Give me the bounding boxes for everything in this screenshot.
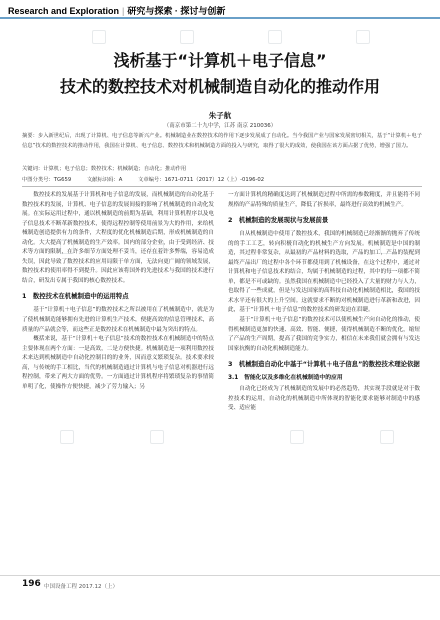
document-code: 文献标识码：A bbox=[86, 177, 123, 183]
left-column bbox=[22, 191, 214, 392]
abstract-divider bbox=[22, 186, 422, 187]
footer-journal-info: 中国设备工程 2017.12（上） bbox=[44, 584, 118, 590]
journal-section-header bbox=[8, 4, 225, 17]
watermark-icon bbox=[180, 30, 194, 44]
article-title-line2: 技术的数控技术对机械制造自动化的推动作用 bbox=[59, 77, 380, 96]
section3-1-paragraph: 自动化已经成为了机械制造的发展中的必然趋势，其实现手段就是对于数控技术的运用，自动化的机械制造中所体现的智能化要求能够对制造中的感受、适应能 bbox=[228, 386, 420, 412]
watermark-icon bbox=[268, 30, 282, 44]
right-column bbox=[228, 191, 420, 414]
watermark-icon bbox=[356, 30, 370, 44]
section3-heading: 3 机械制造自动化中基于“计算机＋电子信息”的数控技术理论依据 bbox=[228, 360, 420, 369]
watermark-icon bbox=[60, 430, 74, 444]
keywords: 关键词：计算机；电子信息；数控技术；机械制造；自动化；推动作用 bbox=[22, 166, 187, 172]
classification-row bbox=[22, 175, 422, 183]
intro-paragraph: 数控技术的发展基于计算机和电子信息的发展，而机械制造的自动化基于数控技术的发展，计算机、电子信息的发展间接的影响了机械制造的自动化发展。在实际运用过程中，通以机械制造的前期为基础，利用计算机程序以及电子信息技术不断革新数控技术，使得远程控制等使用前景为大的作用，来给机械制造创造提供有力的条件，大程度的优化机械制造后期，形成机械制造的自动化。大大提高了机械制造的生产效率。国内的部分企业，由于受到经济、技术等方面的限制，在许多细节方面处理不妥当，还存在着许多弊端，容易造成失误，因此导致了数控技术的应用局限于单方面，无法向更广阔的领域发展，数控技术的使用率得不到提升。因此应该将国外的先进技术与我国的技术进行结合，研发出专属于我国的核心数控技术。 bbox=[22, 192, 214, 284]
watermark-icon bbox=[380, 430, 394, 444]
header-chinese: 研究与探索 · 探讨与创新 bbox=[127, 6, 226, 16]
watermark-icon bbox=[60, 240, 74, 254]
watermark-icon bbox=[380, 240, 394, 254]
header-separator: | bbox=[122, 6, 125, 16]
abstract: 摘要：步入新世纪后，出现了计算机、电子信息等新兴产业。机械制造业在数控技术的作用下逐步发展成了自动化。当今我国产业与国家发展密切相关，基于“计算机＋电子信息”技术的数控技术的推动作用，我国在计算机、电子信息、数控技术和机械制造方面的投入与研究，取得了很大的成效，使我国在该方面占据了优势，增强了国力。 bbox=[22, 133, 423, 149]
section2-heading: 2 机械制造的发展现状与发展前景 bbox=[228, 216, 329, 225]
header-rule bbox=[0, 17, 440, 19]
continued-paragraph: 一方面计算机的精确度达到了机械制造过程中所需的参数精度，并且能将不同规格的产品特殊的质量生产，降低了折损率，最终进行高效的机械生产。 bbox=[228, 192, 420, 208]
article-title-line1: 浅析基于“计算机＋电子信息” bbox=[113, 51, 327, 70]
author-affiliation: （南京市第二十九中学，江苏 南京 210036） bbox=[163, 123, 277, 129]
section1-paragraph2: 概括来说，基于“计算机＋电子信息”技术的数控技术在机械制造中的特点主要体现在两个方面：一是高效，二是方便快捷。机械制造是一项利用数控技术来达到机械制造中自动化控制目的的业务，因而意义繁琐复杂。技术要求较高，与传统的手工相比，当代的机械制造通过计算机与电子信息对机器进行远程控制，带来了两大方面的优势。一方面通过计算机程序将繁琐复杂的事情简单明了化，使操作方便快捷，减少了劳力输入；另 bbox=[22, 336, 214, 390]
section2-paragraph: 自从机械制造中使用了数控技术，我国的机械制造已经渐渐的抛弃了传统的的手工工艺，转向积极自动化的机械生产方向发展。机械制造是中国的制造，其过程非常复杂，从最初的产品材料的选取，产品的加工，产品的装配到最终产品出厂的过程中各个环节都使用到了机械设备，在这个过程中，通过对计算机和电子信息技术的结合，均属于机械制造的过程，其中的每一项都不简单，都是不可或缺的。虽然我国在机械制造中已经投入了大量的财力与人力，也取得了一些成就，但是与发达国家的高科技自动化机械制造相比，我国的技术水平还有很大的上升空间。这就要求不断的对机械制造进行革新和改进，因此，基于“计算机＋电子信息”的数控技术的研发迫在眉睫。 bbox=[228, 231, 420, 314]
header-english: Research and Exploration bbox=[8, 6, 120, 16]
section1-heading: 1 数控技术在机械制造中的运用特点 bbox=[22, 292, 129, 301]
author-name: 朱子航 bbox=[208, 111, 232, 120]
footer-rule bbox=[0, 575, 440, 576]
watermark-icon bbox=[150, 240, 164, 254]
watermark-icon bbox=[150, 430, 164, 444]
section3-1-heading: 3.1 智能化以及多维化在机械制造中的应用 bbox=[228, 375, 343, 382]
clc-number: 中图分类号：TG659 bbox=[22, 177, 72, 183]
section1-paragraph: 基于“计算机＋电子信息”的数控技术之所以被用在了机械制造中，就是为了使机械制造能够拥有先进的计算机生产技术，便捷高效的信息管理技术，高质量的产品就会等，而这些正是数控技术在机械制造中最为突出的特点。 bbox=[22, 307, 214, 333]
watermark-icon bbox=[290, 240, 304, 254]
watermark-icon bbox=[92, 30, 106, 44]
section2-paragraph2: 基于“计算机＋电子信息”的数控技术可以使机械生产向自动化的推动，使得机械制造更加的快速、高效、智能、便捷，使得机械制造不断的优化，缩短了产品的生产周期，提高了我国的竞争实力，相信在未来我们就会拥有与发达国家抗衡的自动化机械制造能力。 bbox=[228, 317, 420, 352]
article-number: 文章编号：1671-0711（2017）12（上）-0196-02 bbox=[138, 177, 265, 183]
page-number: 196 bbox=[22, 579, 41, 589]
watermark-icon bbox=[290, 430, 304, 444]
